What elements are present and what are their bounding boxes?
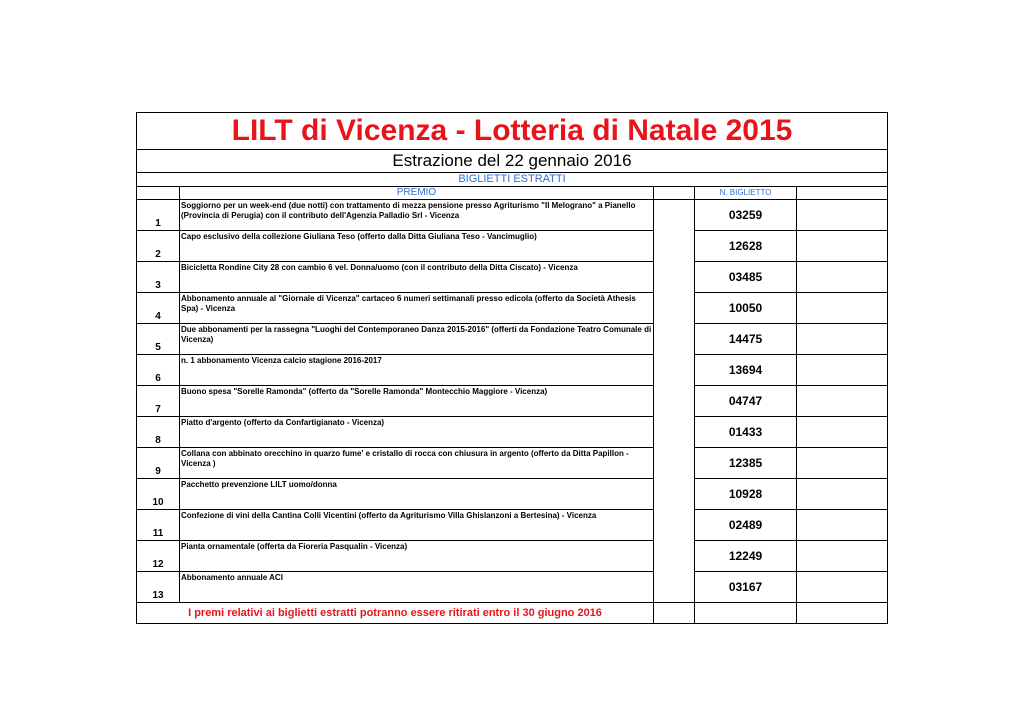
ticket-number: 01433: [695, 417, 797, 448]
prize-description: Bicicletta Rondine City 28 con cambio 6 vel. Donna/uomo (con il contributo della Ditta Ciscato) - Vicenza: [180, 262, 654, 293]
column-header-prize: PREMIO: [180, 187, 654, 200]
table-row: [137, 510, 888, 541]
ticket-number: 13694: [695, 355, 797, 386]
blank-cell: [797, 293, 888, 324]
prize-number: 7: [137, 386, 180, 417]
blank-cell: [797, 572, 888, 603]
prize-number: 2: [137, 231, 180, 262]
prize-description: Soggiorno per un week-end (due notti) con trattamento di mezza pensione presso Agriturismo "Il Melograno" a Pianello (Provincia di Perugia) con il contributo dell'Agenzia Palladio Srl - Vicenza: [180, 200, 654, 231]
prize-description: Pacchetto prevenzione LILT uomo/donna: [180, 479, 654, 510]
prize-number: 11: [137, 510, 180, 541]
header-blank-cell: [797, 187, 888, 200]
ticket-number: 02489: [695, 510, 797, 541]
blank-cell: [797, 417, 888, 448]
blank-cell: [797, 448, 888, 479]
ticket-number: 04747: [695, 386, 797, 417]
blank-cell: [797, 200, 888, 231]
table-row: [137, 417, 888, 448]
blank-cell: [797, 355, 888, 386]
table-row: [137, 355, 888, 386]
prize-description: Collana con abbinato orecchino in quarzo fume' e cristallo di rocca con chiusura in argento (offerto da Ditta Papillon - Vicenza ): [180, 448, 654, 479]
table-row: [137, 324, 888, 355]
prize-description: Confezione di vini della Cantina Colli Vicentini (offerto da Agriturismo Villa Ghislanzoni a Bertesina) - Vicenza: [180, 510, 654, 541]
blank-cell: [797, 603, 888, 624]
page-title: LILT di Vicenza - Lotteria di Natale 2015: [137, 113, 888, 150]
ticket-number: 03485: [695, 262, 797, 293]
table-row: [137, 448, 888, 479]
ticket-number: 03259: [695, 200, 797, 231]
prize-number: 1: [137, 200, 180, 231]
prize-description: n. 1 abbonamento Vicenza calcio stagione 2016-2017: [180, 355, 654, 386]
prize-description: Capo esclusivo della collezione Giuliana Teso (offerto dalla Ditta Giuliana Teso - Vancimuglio): [180, 231, 654, 262]
prize-number: 6: [137, 355, 180, 386]
table-row: [137, 541, 888, 572]
blank-cell: [797, 386, 888, 417]
blank-cell: [797, 262, 888, 293]
blank-cell: [654, 603, 695, 624]
ticket-number: 12385: [695, 448, 797, 479]
table-row: [137, 386, 888, 417]
prize-description: Buono spesa "Sorelle Ramonda" (offerto da "Sorelle Ramonda" Montecchio Maggiore - Vicenza): [180, 386, 654, 417]
prize-number: 9: [137, 448, 180, 479]
section-heading: BIGLIETTI ESTRATTI: [137, 173, 888, 187]
ticket-number: 14475: [695, 324, 797, 355]
blank-cell: [797, 324, 888, 355]
prize-number: 8: [137, 417, 180, 448]
table-row: [137, 200, 888, 231]
blank-cell: [797, 541, 888, 572]
footer-row: [137, 603, 888, 624]
table-row: [137, 262, 888, 293]
table-row: [137, 231, 888, 262]
column-header-ticket: N. BIGLIETTO: [695, 187, 797, 200]
table-row: [137, 572, 888, 603]
ticket-number: 12628: [695, 231, 797, 262]
prize-number: 5: [137, 324, 180, 355]
prize-number: 10: [137, 479, 180, 510]
ticket-number: 10050: [695, 293, 797, 324]
header-blank-cell: [654, 187, 695, 200]
ticket-number: 12249: [695, 541, 797, 572]
prize-description: Piatto d'argento (offerto da Confartigianato - Vicenza): [180, 417, 654, 448]
prize-description: Abbonamento annuale ACI: [180, 572, 654, 603]
prize-description: Abbonamento annuale al "Giornale di Vicenza" cartaceo 6 numeri settimanali presso edicola (offerto da Società Athesis Spa) - Vicenza: [180, 293, 654, 324]
ticket-number: 10928: [695, 479, 797, 510]
draw-date-subtitle: Estrazione del 22 gennaio 2016: [137, 150, 888, 173]
blank-cell: [695, 603, 797, 624]
blank-column-cell: [654, 200, 695, 603]
collection-deadline-note: I premi relativi ai biglietti estratti potranno essere ritirati entro il 30 giugno 2016: [137, 603, 654, 624]
blank-cell: [797, 231, 888, 262]
lottery-results-table: [136, 112, 888, 624]
blank-cell: [797, 479, 888, 510]
prize-description: Pianta ornamentale (offerta da Fioreria Pasqualin - Vicenza): [180, 541, 654, 572]
blank-cell: [797, 510, 888, 541]
table-row: [137, 479, 888, 510]
header-blank-cell: [137, 187, 180, 200]
prize-description: Due abbonamenti per la rassegna "Luoghi del Contemporaneo Danza 2015-2016" (offerti da Fondazione Teatro Comunale di Vicenza): [180, 324, 654, 355]
prize-number: 3: [137, 262, 180, 293]
ticket-number: 03167: [695, 572, 797, 603]
prize-number: 4: [137, 293, 180, 324]
prize-number: 12: [137, 541, 180, 572]
table-row: [137, 293, 888, 324]
prize-number: 13: [137, 572, 180, 603]
